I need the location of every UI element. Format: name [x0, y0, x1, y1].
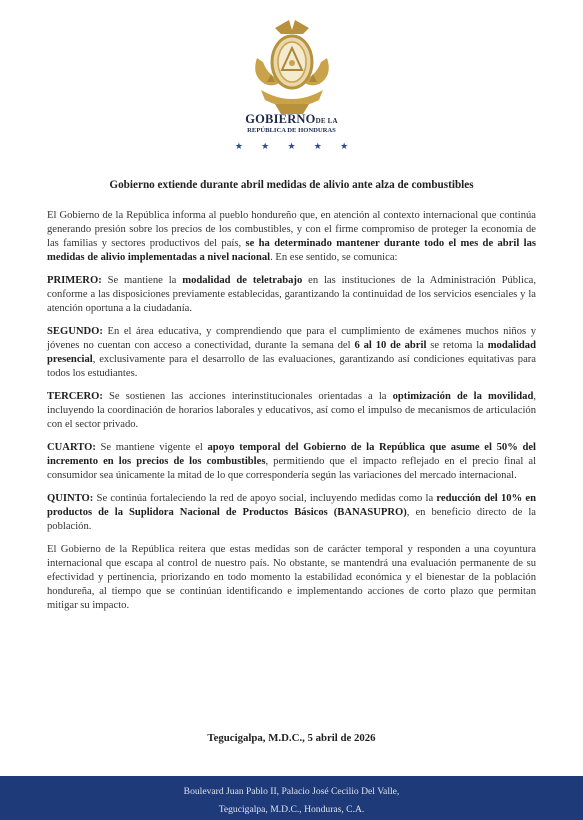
- primero-text: Se mantiene la: [101, 275, 183, 286]
- paragraph-segundo: [47, 325, 536, 381]
- paragraph-intro: [47, 209, 536, 265]
- place-date: Tegucigalpa, M.D.C., 5 abril de 2026: [207, 732, 376, 744]
- tercero-label: TERCERO:: [47, 391, 103, 402]
- footer-address-line2: Tegucigalpa, M.D.C., Honduras, C.A.: [218, 804, 365, 815]
- paragraph-tercero: [47, 390, 536, 432]
- footer-bar: [0, 776, 583, 820]
- document-body: [47, 209, 536, 622]
- paragraph-quinto: [47, 492, 536, 534]
- cuarto-text: Se mantiene vigente el: [95, 442, 208, 453]
- segundo-text-end: , exclusivamente para el desarrollo de las evaluaciones, garantizando así condiciones equitativas para todos los estudiantes.: [47, 354, 536, 379]
- intro-bold: se ha determinado mantener durante todo el mes de abril las medidas de alivio implementadas a nivel nacional: [47, 238, 536, 263]
- quinto-text-end: , en beneficio directo de la población.: [47, 507, 536, 532]
- stars-row: ★ ★ ★ ★ ★: [234, 141, 357, 151]
- cuarto-text-end: , permitiendo que el impacto reflejado en el precio final al consumidor sea únicamente la mitad de lo que correspondería según las variaciones del mercado internacional.: [47, 456, 537, 481]
- primero-label: PRIMERO:: [47, 275, 102, 286]
- quinto-text: Se continúa fortaleciendo la red de apoyo social, incluyendo medidas como la: [93, 493, 437, 504]
- footer-address-line1: Boulevard Juan Pablo II, Palacio José Cecilio Del Valle,: [183, 786, 400, 797]
- intro-text: El Gobierno de la República informa al pueblo hondureño que, en atención al contexto internacional que continúa generando presión sobre los precios de los combustibles, y con el firme compromiso de proteger la economía de las familias y sectores productivos del país,: [47, 210, 536, 249]
- tercero-text-end: , incluyendo la coordinación de horarios laborales y educativos, así como el impulso de mecanismos de articulación con el sector privado.: [47, 391, 536, 430]
- page-title: Gobierno extiende durante abril medidas de alivio ante alza de combustibles: [109, 179, 474, 191]
- tercero-bold: optimización de la movilidad: [392, 391, 534, 402]
- coat-of-arms-icon: [249, 18, 335, 118]
- segundo-bold-modality: modalidad presencial: [47, 340, 536, 365]
- intro-text-end: . En ese sentido, se comunica:: [270, 252, 398, 263]
- segundo-label: SEGUNDO:: [47, 326, 103, 337]
- paragraph-cuarto: [47, 441, 536, 483]
- cuarto-bold: apoyo temporal del Gobierno de la República que asume el 50% del incremento en los precios de los combustibles: [47, 442, 536, 467]
- brand-name: GOBIERNODE LA: [245, 112, 338, 126]
- tercero-text: Se sostienen las acciones interinstitucionales orientadas a la: [102, 391, 393, 402]
- primero-bold: modalidad de teletrabajo: [182, 275, 303, 286]
- quinto-label: QUINTO:: [47, 493, 94, 504]
- letterhead: [0, 0, 583, 170]
- paragraph-closing: El Gobierno de la República reitera que estas medidas son de carácter temporal y responden a una coyuntura internacional que escapa al control de nuestro país. No obstante, se mantendrá una evaluación permanente de su efectividad y pertinencia, priorizando en todo momento la estabilidad económica y el bienestar de la población hondureña, al tiempo que se continúan identificando e implementando acciones de corto plazo que permitan mitigar su impacto.: [47, 544, 536, 611]
- primero-text-end: en las instituciones de la Administración Pública, conforme a las disposiciones previamente establecidas, garantizando la continuidad de los servicios esenciales y la atención oportuna a la ciudadanía.: [47, 275, 536, 314]
- segundo-bold-dates: 6 al 10 de abril: [354, 340, 427, 351]
- brand-subtitle: REPÚBLICA DE HONDURAS: [247, 127, 336, 134]
- segundo-text-mid: se retoma la: [426, 340, 488, 351]
- cuarto-label: CUARTO:: [47, 442, 96, 453]
- brand-name-suffix: DE LA: [315, 117, 338, 125]
- quinto-bold: reducción del 10% en productos de la Suplidora Nacional de Productos Básicos (BANASUPRO): [47, 493, 537, 518]
- segundo-text: En el área educativa, y comprendiendo que para el cumplimiento de exámenes muchos niños y jóvenes no cuentan con acceso a conectividad, durante la semana del: [47, 326, 536, 351]
- paragraph-primero: [47, 274, 536, 316]
